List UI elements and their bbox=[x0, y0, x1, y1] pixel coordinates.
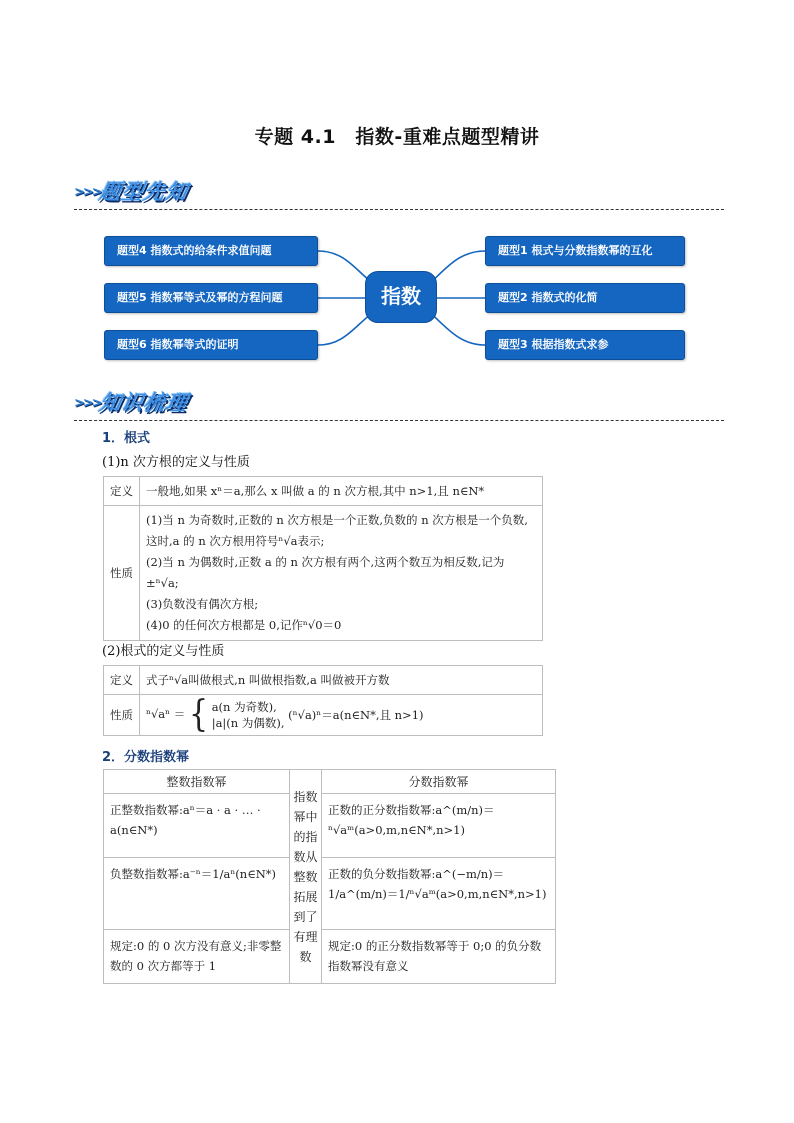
section-banner-knowledge bbox=[74, 387, 724, 427]
label-definition: 定义 bbox=[104, 477, 140, 506]
banner-title: 知识梳理 bbox=[97, 391, 191, 415]
brace-icon: { bbox=[188, 693, 209, 736]
arrows-icon: >>> bbox=[74, 185, 101, 200]
property-3: (3)负数没有偶次方根; bbox=[146, 597, 259, 611]
exponent-comparison-table bbox=[103, 769, 556, 984]
definition-text: 式子ⁿ√a叫做根式,n 叫做根指数,a 叫做被开方数 bbox=[140, 666, 543, 695]
negative-fractional-exponent: 正数的负分数指数幂:a^(−m/n)＝1/a^(m/n)＝1/ⁿ√aᵐ(a>0,m,n∈N*,n>1) bbox=[322, 858, 556, 930]
fractional-exponent-rule: 规定:0 的正分数指数幂等于 0;0 的负分数指数幂没有意义 bbox=[322, 930, 556, 984]
subheading-nth-root: (1)n 次方根的定义与性质 bbox=[102, 455, 250, 470]
header-fractional-exponent: 分数指数幂 bbox=[322, 770, 556, 794]
definition-text: 一般地,如果 xⁿ＝a,那么 x 叫做 a 的 n 次方根,其中 n>1,且 n∈N* bbox=[140, 477, 543, 506]
integer-exponent-rule: 规定:0 的 0 次方没有意义;非零整数的 0 次方都等于 1 bbox=[104, 930, 290, 984]
mindmap-node-type3: 题型3 根据指数式求参 bbox=[485, 330, 685, 360]
nth-root-table bbox=[103, 476, 543, 641]
mindmap-node-type5: 题型5 指数幂等式及幂的方程问题 bbox=[104, 283, 318, 313]
radical-rhs: (ⁿ√a)ⁿ＝a(n∈N*,且 n>1) bbox=[288, 708, 424, 722]
mindmap-node-type1: 题型1 根式与分数指数幂的互化 bbox=[485, 236, 685, 266]
header-integer-exponent: 整数指数幂 bbox=[104, 770, 290, 794]
banner-title: 题型先知 bbox=[97, 180, 191, 204]
case-odd: a(n 为奇数), bbox=[211, 700, 277, 714]
property-4: (4)0 的任何次方根都是 0,记作ⁿ√0＝0 bbox=[146, 618, 342, 632]
label-properties: 性质 bbox=[104, 506, 140, 641]
label-definition: 定义 bbox=[104, 666, 140, 695]
mindmap-center-node: 指数 bbox=[365, 271, 437, 323]
radical-lhs: ⁿ√aⁿ ＝ bbox=[146, 707, 186, 721]
label-properties: 性质 bbox=[104, 695, 140, 736]
page-title: 专题 4.1 指数-重难点题型精讲 bbox=[254, 126, 540, 148]
property-2: (2)当 n 为偶数时,正数 a 的 n 次方根有两个,这两个数互为相反数,记为±ⁿ√a; bbox=[146, 555, 505, 590]
section-heading-fractional-exponents: 2．分数指数幂 bbox=[102, 750, 190, 765]
positive-fractional-exponent: 正数的正分数指数幂:a^(m/n)＝ⁿ√aᵐ(a>0,m,n∈N*,n>1) bbox=[322, 794, 556, 858]
subheading-radical-def: (2)根式的定义与性质 bbox=[102, 644, 225, 659]
mindmap-node-type2: 题型2 指数式的化简 bbox=[485, 283, 685, 313]
positive-integer-exponent: 正整数指数幂:aⁿ＝a · a · … · a(n∈N*) bbox=[104, 794, 290, 858]
middle-note: 指数幂中的指数从整数拓展到了有理数 bbox=[290, 770, 322, 984]
property-1: (1)当 n 为奇数时,正数的 n 次方根是一个正数,负数的 n 次方根是一个负数,这时,a 的 n 次方根用符号ⁿ√a表示; bbox=[146, 513, 528, 548]
case-even: |a|(n 为偶数), bbox=[211, 716, 285, 730]
dashed-divider bbox=[74, 420, 724, 421]
radical-table bbox=[103, 665, 543, 736]
mindmap-connectors bbox=[0, 0, 794, 380]
arrows-icon: >>> bbox=[74, 396, 101, 411]
negative-integer-exponent: 负整数指数幂:a⁻ⁿ＝1/aⁿ(n∈N*) bbox=[104, 858, 290, 930]
mindmap-node-type4: 题型4 指数式的给条件求值问题 bbox=[104, 236, 318, 266]
mindmap-node-type6: 题型6 指数幂等式的证明 bbox=[104, 330, 318, 360]
section-heading-radicals: 1．根式 bbox=[102, 431, 151, 446]
